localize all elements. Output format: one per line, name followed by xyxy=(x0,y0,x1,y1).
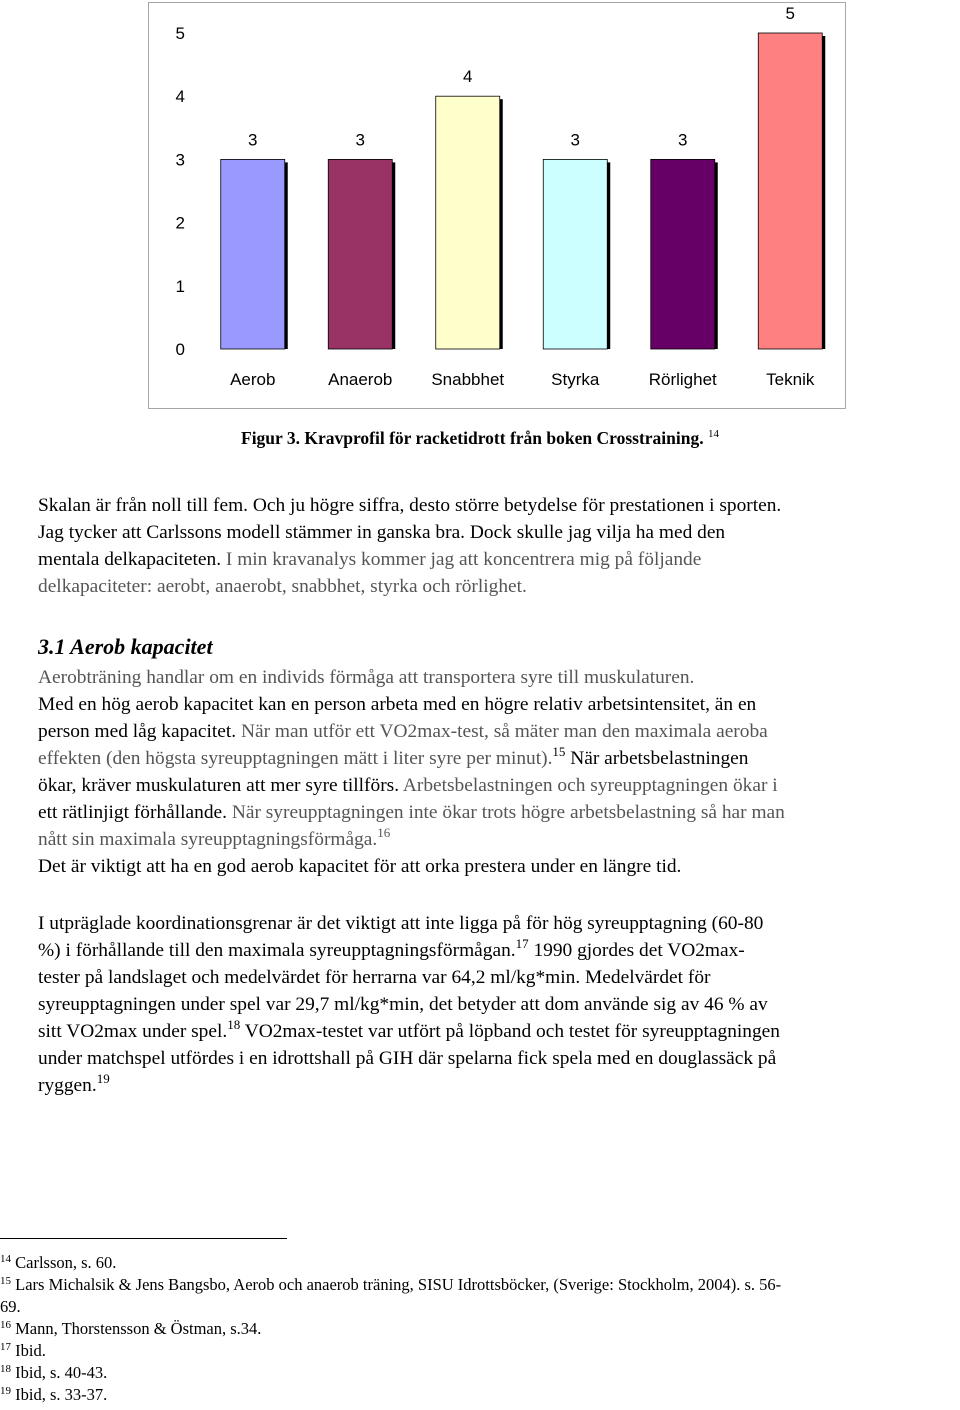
footnote-ref[interactable]: 17 xyxy=(515,936,529,951)
text-line: ett rätlinjigt förhållande. När syreupptagningen inte ökar trots högre arbetsbelastning så har man xyxy=(38,802,785,823)
y-tick-label: 3 xyxy=(175,150,185,170)
data-label: 5 xyxy=(785,4,795,23)
text-line: under matchspel utfördes i en idrottshall på GIH där spelarna fick spela med en douglassäck på xyxy=(38,1048,777,1069)
x-tick-label: Styrka xyxy=(551,370,600,389)
figure-caption xyxy=(0,428,960,449)
y-tick-label: 1 xyxy=(175,276,185,296)
caption-footnote-ref[interactable]: 14 xyxy=(707,428,719,440)
footnote-ref[interactable]: 16 xyxy=(377,825,391,840)
text-line: nått sin maximala syreupptagningsförmåga.$^{16}$ xyxy=(38,825,391,850)
text-line: tester på landslaget och medelvärdet för herrarna var 64,2 ml/kg*min. Medelvärdet för xyxy=(38,967,711,988)
bar-aerob xyxy=(221,159,285,349)
footnote-item: $^{17}$ Ibid. xyxy=(0,1341,46,1360)
y-tick-label: 0 xyxy=(175,340,185,359)
text-line: Aerobträning handlar om en individs förmåga att transportera syre till muskulaturen. xyxy=(38,667,695,688)
data-label: 3 xyxy=(570,130,580,150)
section-heading: 3.1 Aerob kapacitet xyxy=(38,634,213,659)
text-line: Jag tycker att Carlssons modell stämmer in ganska bra. Dock skulle jag vilja ha med den xyxy=(38,522,726,543)
bar-rörlighet xyxy=(651,159,715,349)
footnote-divider xyxy=(0,1238,287,1239)
x-tick-label: Aerob xyxy=(230,370,276,389)
data-label: 3 xyxy=(355,130,365,150)
text-line: person med låg kapacitet. När man utför ett VO2max-test, så mäter man den maximala aeroba xyxy=(38,721,768,742)
x-tick-label: Anaerob xyxy=(328,370,393,389)
footnote-ref[interactable]: 18 xyxy=(227,1017,241,1032)
text-line: Det är viktigt att ha en god aerob kapacitet för att orka prestera under en längre tid. xyxy=(38,856,682,877)
footnote-item: $^{18}$ Ibid, s. 40-43. xyxy=(0,1363,108,1382)
bar-styrka xyxy=(543,159,607,349)
footnote-item: $^{16}$ Mann, Thorstensson & Östman, s.34. xyxy=(0,1319,262,1338)
data-label: 3 xyxy=(248,130,258,150)
x-tick-label: Rörlighet xyxy=(648,370,717,389)
text-line: ryggen.$^{19}$ xyxy=(38,1071,110,1096)
text-line: I utpräglade koordinationsgrenar är det viktigt att inte ligga på för hög syreupptagning (60-80 xyxy=(38,913,764,934)
data-label: 4 xyxy=(463,67,473,87)
text-line: delkapaciteter: aerobt, anaerobt, snabbhet, styrka och rörlighet. xyxy=(38,576,527,597)
footnote-ref[interactable]: 19 xyxy=(96,1071,110,1086)
text-line: syreupptagningen under spel var 29,7 ml/kg*min, det betyder att dom använde sig av 46 % av xyxy=(38,994,768,1015)
paragraph-scale xyxy=(38,492,960,600)
footnote-item: $^{15}$ Lars Michalsik & Jens Bangsbo, Aerob och anaerob träning, SISU Idrottsböcker, (Sverige: Stockholm, 2004). s. 56- xyxy=(0,1275,782,1294)
y-tick-label: 4 xyxy=(175,87,185,107)
text-line: Med en hög aerob kapacitet kan en person arbeta med en högre relativ arbetsintensitet, än en xyxy=(38,694,757,715)
x-tick-label: Teknik xyxy=(766,370,815,389)
text-line: %) i förhållande till den maximala syreupptagningsförmågan.$^{17}$ 1990 gjordes det VO2max- xyxy=(38,936,745,961)
footnotes xyxy=(0,1252,960,1406)
bar-teknik xyxy=(758,33,822,349)
footnote-ref[interactable]: 15 xyxy=(552,744,566,759)
data-label: 3 xyxy=(678,130,688,150)
bar-chart xyxy=(148,2,846,409)
bar-anaerob xyxy=(328,159,392,349)
y-tick-label: 2 xyxy=(175,213,185,233)
footnote-item: $^{14}$ Carlsson, s. 60. xyxy=(0,1253,117,1272)
paragraph-coordination xyxy=(38,910,960,1099)
x-tick-label: Snabbhet xyxy=(431,370,505,389)
y-tick-label: 5 xyxy=(175,24,185,43)
caption-text: Figur 3. Kravprofil för racketidrott från boken Crosstraining. xyxy=(241,428,704,448)
footnote-continuation: 69. xyxy=(0,1297,21,1316)
text-line: mentala delkapaciteten. I min kravanalys kommer jag att koncentrera mig på följande xyxy=(38,549,702,570)
bar-snabbhet xyxy=(436,96,500,349)
text-line: sitt VO2max under spel.$^{18}$ VO2max-testet var utfört på löpband och testet för syreupptagningen xyxy=(38,1017,780,1042)
text-line: Skalan är från noll till fem. Och ju högre siffra, desto större betydelse för prestationen i sporten. xyxy=(38,495,782,516)
text-line: effekten (den högsta syreupptagningen mätt i liter syre per minut).$^{15}$ När arbetsbelastningen xyxy=(38,744,749,769)
text-line: ökar, kräver muskulaturen att mer syre tillförs. Arbetsbelastningen och syreupptagningen ökar i xyxy=(38,775,778,796)
bar-chart-svg xyxy=(149,3,847,410)
paragraph-aerob xyxy=(38,664,960,880)
footnote-item: $^{19}$ Ibid, s. 33-37. xyxy=(0,1385,108,1404)
